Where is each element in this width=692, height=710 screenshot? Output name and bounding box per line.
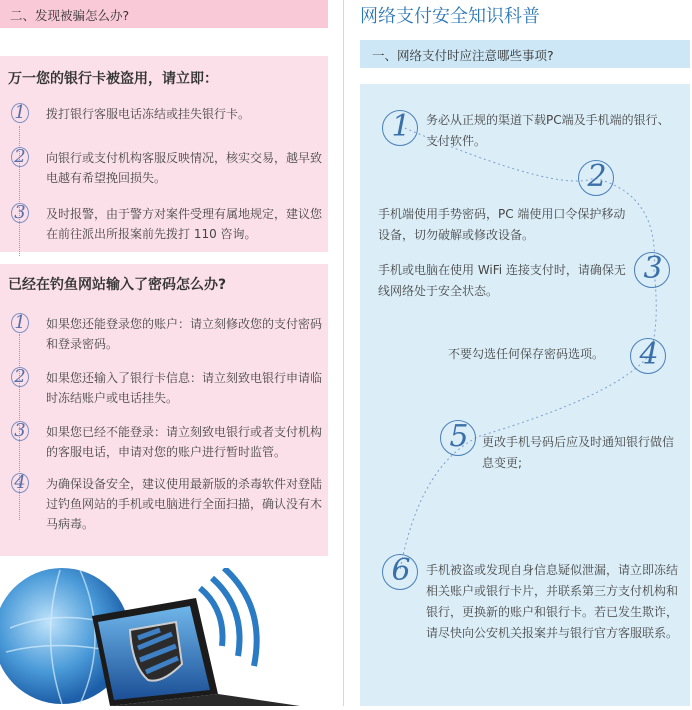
- laptop-shield-illustration: [0, 568, 328, 706]
- step-number: 4: [630, 338, 668, 376]
- stolen-card-panel: [0, 56, 328, 252]
- step-number: 1: [382, 110, 420, 148]
- tip-text: 务必从正规的渠道下载PC端及手机端的银行、支付软件。: [426, 113, 670, 148]
- tip-text: 手机被盗或发现自身信息疑似泄漏，请立即冻结相关账户或银行卡片，并联系第三方支付机构和银行，更换新的账户和银行卡。若已发生欺诈，请尽快向公安机关报案并与银行官方客服联系。: [426, 563, 679, 640]
- security-illustration: [0, 568, 328, 706]
- step-text: 为确保设备安全，建议使用最新版的杀毒软件对登陆过钓鱼网站的手机或电脑进行全面扫描，确认没有木马病毒。: [46, 477, 323, 531]
- step-number: 3: [10, 422, 30, 442]
- step-number: 3: [10, 204, 30, 224]
- step-number: 2: [10, 368, 30, 388]
- step-text: 如果您还输入了银行卡信息：请立刻致电银行申请临时冻结账户或电话挂失。: [46, 371, 323, 405]
- tip-text: 手机端使用手势密码，PC 端使用口令保护移动设备，切勿破解或修改设备。: [378, 207, 626, 242]
- step-number: 6: [382, 554, 420, 592]
- panel-title: 万一您的银行卡被盗用，请立即：: [8, 71, 218, 87]
- step-number: 1: [10, 314, 30, 334]
- page-title: 网络支付安全知识科普: [360, 6, 540, 27]
- tip-text: 更改手机号码后应及时通知银行做信息变更;: [482, 435, 675, 470]
- step-number: 3: [634, 252, 672, 290]
- panel-title: 已经在钓鱼网站输入了密码怎么办?: [8, 277, 227, 293]
- tips-panel: [360, 84, 690, 706]
- step-text: 拨打银行客服电话冻结或挂失银行卡。: [46, 107, 251, 121]
- tip-text: 手机或电脑在使用 WiFi 连接支付时，请确保无线网络处于安全状态。: [378, 263, 626, 298]
- column-divider: [343, 0, 344, 706]
- step-number: 4: [10, 474, 30, 494]
- step-text: 如果您还能登录您的账户：请立刻修改您的支付密码和登录密码。: [46, 317, 323, 351]
- section-header: 一、网络支付时应注意哪些事项?: [372, 48, 554, 63]
- section-header-bar: [360, 40, 690, 68]
- step-text: 向银行或支付机构客服反映情况，核实交易，越早致电越有希望挽回损失。: [46, 151, 323, 185]
- step-number: 5: [440, 420, 478, 458]
- step-number: 2: [578, 160, 616, 198]
- tip-text: 不要勾选任何保存密码选项。: [448, 347, 605, 361]
- step-number: 1: [10, 104, 30, 124]
- phishing-panel: [0, 264, 328, 556]
- step-number: 2: [10, 148, 30, 168]
- section-header: 二、发现被骗怎么办?: [10, 8, 130, 23]
- section-header-bar: [0, 0, 328, 28]
- step-text: 如果您已经不能登录：请立刻致电银行或者支付机构的客服电话，申请对您的账户进行暂时监管。: [46, 425, 323, 459]
- wifi-icon: [200, 568, 257, 666]
- left-column: [0, 0, 328, 706]
- step-text: 及时报警，由于警方对案件受理有属地规定，建议您在前往派出所报案前先拨打 110 咨询。: [46, 207, 323, 241]
